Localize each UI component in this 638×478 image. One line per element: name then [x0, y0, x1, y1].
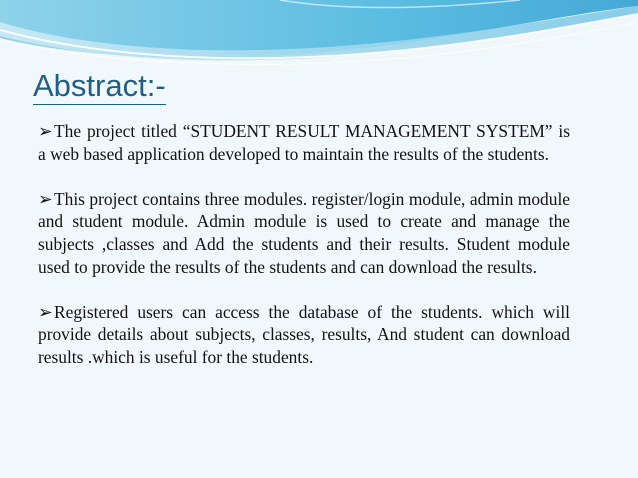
slide-title: Abstract:- — [33, 68, 166, 103]
bullet-paragraph-3 — [38, 301, 570, 369]
arrow-bullet-icon: ➢ — [38, 121, 53, 141]
paragraph-text: The project titled “STUDENT RESULT MANAGEMENT SYSTEM” is a web based application developed to maintain the results of the students. — [38, 121, 570, 164]
abstract-body — [38, 120, 570, 369]
paragraph-text: Registered users can access the database of the students. which will provide details about subjects, classes, results, And student can download results .which is useful for the students. — [38, 301, 570, 367]
bullet-paragraph-2 — [38, 188, 570, 278]
arrow-bullet-icon: ➢ — [38, 188, 53, 209]
arrow-bullet-icon: ➢ — [38, 301, 53, 322]
bullet-paragraph-1 — [38, 120, 570, 165]
paragraph-text: This project contains three modules. register/login module, admin module and student module. Admin module is used to create and manage the subjects ,classes and Add the students and their results. Student module used to provide the results of the students and can download the results. — [38, 188, 570, 277]
